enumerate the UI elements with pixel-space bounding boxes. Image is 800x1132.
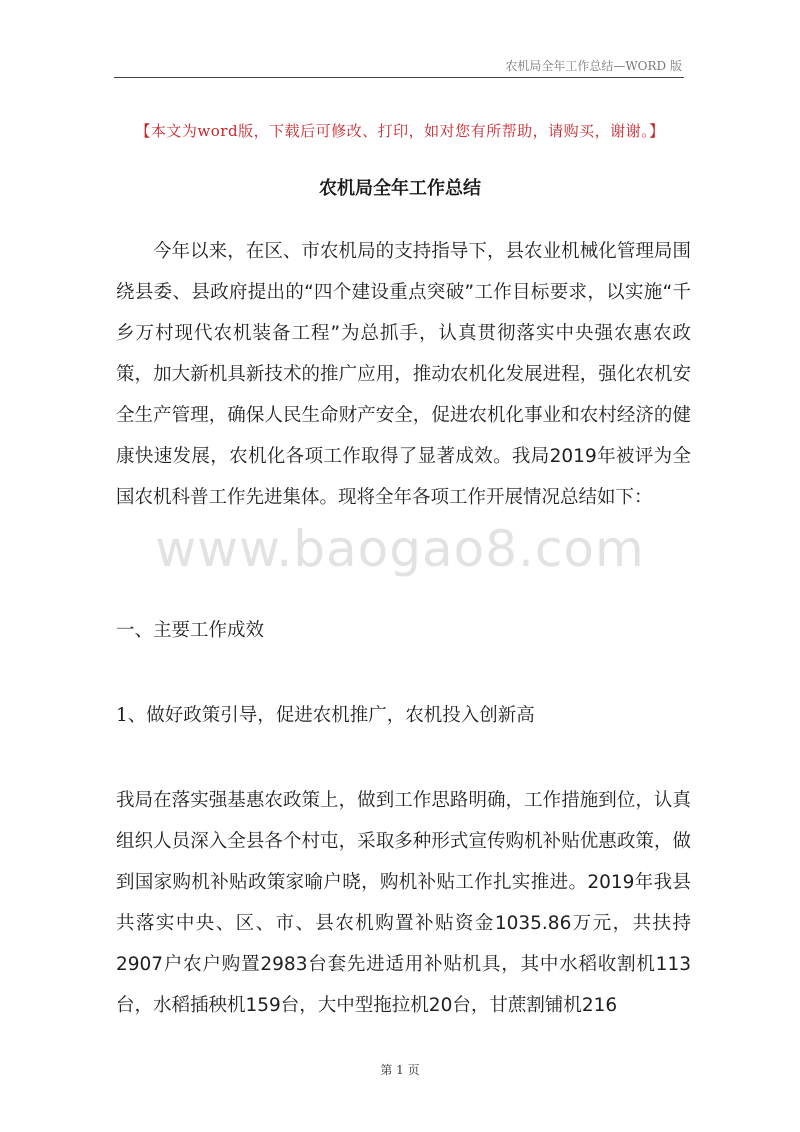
purchase-notice: 【本文为word版，下载后可修改、打印，如对您有所帮助，请购买，谢谢。】: [135, 122, 665, 140]
detail-paragraph: 我局在落实强基惠农政策上，做到工作思路明确，工作措施到位，认真组织人员深入全县各个村屯，采取多种形式宣传购机补贴优惠政策，做到国家购机补贴政策家喻户晓，购机补贴工作扎实推进。2019年我县共落实中央、区、市、县农机购置补贴资金1035.86万元，共扶持2907户农户购置2983台套先进适用补贴机具，其中水稻收割机113台，水稻插秧机159台，大中型拖拉机20台，甘蔗割铺机216: [116, 790, 691, 1016]
page-header: [114, 51, 684, 78]
watermark: www.baogao8.com: [155, 520, 645, 578]
section-heading: 一、主要工作成效: [116, 620, 265, 641]
subsection-heading: 1、做好政策引导，促进农机推广，农机投入创新高: [116, 705, 535, 726]
header-title: 农机局全年工作总结—WORD 版: [505, 59, 682, 73]
page-number: 第 1 页: [380, 1063, 420, 1077]
document-title: 农机局全年工作总结: [319, 178, 481, 199]
intro-paragraph: 今年以来，在区、市农机局的支持指导下，县农业机械化管理局围绕县委、县政府提出的“四个建设重点突破”工作目标要求，以实施“千乡万村现代农机装备工程”为总抓手，认真贯彻落实中央强农惠农政策，加大新机具新技术的推广应用，推动农机化发展进程，强化农机安全生产管理，确保人民生命财产安全，促进农机化事业和农村经济的健康快速发展，农机化各项工作取得了显著成效。我局2019年被评为全国农机科普工作先进集体。现将全年各项工作开展情况总结如下：: [116, 241, 691, 508]
